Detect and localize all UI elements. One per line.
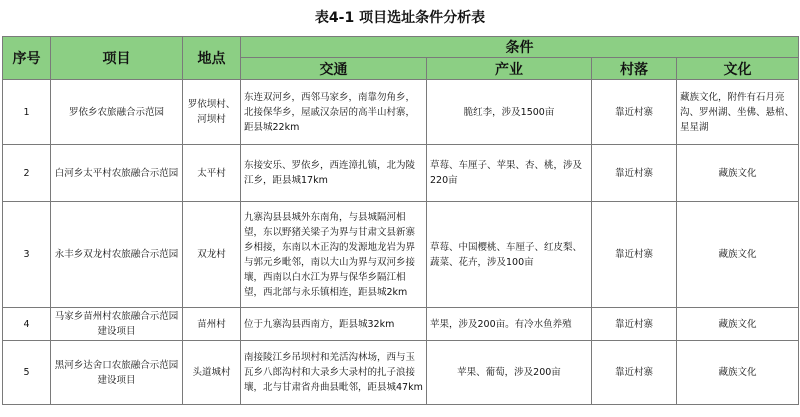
cell-culture: 藏族文化 <box>677 145 799 202</box>
cell-industry: 苹果，涉及200亩。有冷水鱼养殖 <box>427 308 592 341</box>
header-industry: 产业 <box>427 58 592 80</box>
cell-traffic: 位于九寨沟县西南方，距县城32km <box>241 308 427 341</box>
header-conditions: 条件 <box>241 37 799 58</box>
cell-village: 靠近村寨 <box>592 80 677 145</box>
cell-project: 黑河乡达舍口农旅融合示范园建设项目 <box>51 341 183 405</box>
cell-industry: 草莓、车厘子、苹果、杏、桃，涉及220亩 <box>427 145 592 202</box>
cell-place: 头道城村 <box>183 341 241 405</box>
header-village: 村落 <box>592 58 677 80</box>
table-row <box>3 202 799 308</box>
cell-project: 白河乡太平村农旅融合示范园 <box>51 145 183 202</box>
header-project: 项目 <box>51 37 183 80</box>
cell-no: 1 <box>3 80 51 145</box>
cell-culture: 藏族文化 <box>677 202 799 308</box>
cell-project: 罗依乡农旅融合示范园 <box>51 80 183 145</box>
cell-traffic: 九寨沟县县城外东南角，与县城隔河相望，东以野猪关梁子为界与甘肃文县新寨乡相接，东南以木正沟的发源地龙岩为界与郭元乡毗邻，南以大山为界与双河乡接壤，西南以白水江为界与保华乡隔江相望，西北部与永乐镇相连，距县城2km <box>241 202 427 308</box>
cell-culture: 藏族文化，附件有石月亮沟、罗州湖、坐佛、悬棺、星星湖 <box>677 80 799 145</box>
cell-traffic: 东连双河乡，西邻马家乡，南靠勿角乡，北接保华乡，屋戚汉杂居的高半山村寨，距县城22km <box>241 80 427 145</box>
cell-project: 马家乡苗州村农旅融合示范园建设项目 <box>51 308 183 341</box>
cell-no: 3 <box>3 202 51 308</box>
table-row <box>3 341 799 405</box>
cell-place: 双龙村 <box>183 202 241 308</box>
cell-place: 苗州村 <box>183 308 241 341</box>
table-title: 表4-1 项目选址条件分析表 <box>314 10 486 26</box>
table-row <box>3 80 799 145</box>
cell-village: 靠近村寨 <box>592 308 677 341</box>
header-culture: 文化 <box>677 58 799 80</box>
cell-no: 5 <box>3 341 51 405</box>
cell-no: 2 <box>3 145 51 202</box>
header-traffic: 交通 <box>241 58 427 80</box>
cell-industry: 草莓、中国樱桃、车厘子、红皮梨、蔬菜、花卉，涉及100亩 <box>427 202 592 308</box>
cell-no: 4 <box>3 308 51 341</box>
cell-traffic: 东接安乐、罗依乡，西连漳扎镇，北为陵江乡，距县城17km <box>241 145 427 202</box>
cell-culture: 藏族文化 <box>677 341 799 405</box>
cell-traffic: 南接陵江乡吊坝村和羌活沟林场，西与玉瓦乡八郎沟村和大录乡大录村的扎子浪接壤，北与甘肃省舟曲县毗邻，距县城47km <box>241 341 427 405</box>
table-row <box>3 308 799 341</box>
header-place: 地点 <box>183 37 241 80</box>
table-row <box>3 145 799 202</box>
cell-industry: 脆红李，涉及1500亩 <box>427 80 592 145</box>
cell-project: 永丰乡双龙村农旅融合示范园 <box>51 202 183 308</box>
cell-village: 靠近村寨 <box>592 202 677 308</box>
cell-place: 罗依坝村、河坝村 <box>183 80 241 145</box>
cell-culture: 藏族文化 <box>677 308 799 341</box>
site-selection-table <box>2 36 799 405</box>
cell-village: 靠近村寨 <box>592 341 677 405</box>
cell-place: 太平村 <box>183 145 241 202</box>
header-no: 序号 <box>3 37 51 80</box>
cell-village: 靠近村寨 <box>592 145 677 202</box>
cell-industry: 苹果、葡萄，涉及200亩 <box>427 341 592 405</box>
